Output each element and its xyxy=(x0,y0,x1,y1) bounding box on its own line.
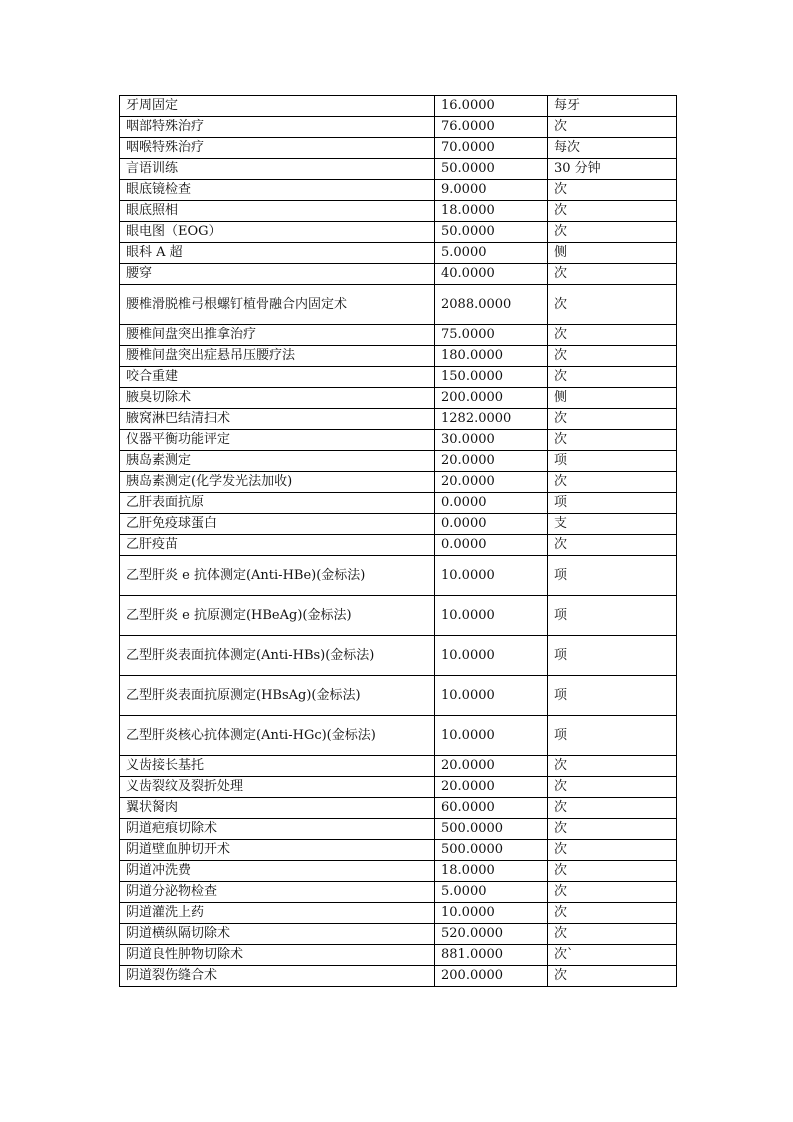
price-cell: 0.0000 xyxy=(435,514,548,535)
unit-cell: 次 xyxy=(548,430,677,451)
table-row xyxy=(120,159,677,180)
item-name-cell: 阴道壁血肿切开术 xyxy=(120,840,435,861)
fee-schedule-table xyxy=(119,95,677,987)
table-row xyxy=(120,388,677,409)
table-row xyxy=(120,756,677,777)
item-name-cell: 乙型肝炎表面抗原测定(HBsAg)(金标法) xyxy=(120,676,435,716)
table-row xyxy=(120,180,677,201)
table-row xyxy=(120,96,677,117)
unit-cell: 次 xyxy=(548,819,677,840)
price-cell: 500.0000 xyxy=(435,840,548,861)
unit-cell: 次 xyxy=(548,966,677,987)
table-row xyxy=(120,636,677,676)
item-name-cell: 腋臭切除术 xyxy=(120,388,435,409)
table-row xyxy=(120,430,677,451)
item-name-cell: 牙周固定 xyxy=(120,96,435,117)
price-cell: 60.0000 xyxy=(435,798,548,819)
table-row xyxy=(120,472,677,493)
price-cell: 20.0000 xyxy=(435,472,548,493)
unit-cell: 次 xyxy=(548,325,677,346)
unit-cell: 次 xyxy=(548,861,677,882)
price-cell: 18.0000 xyxy=(435,861,548,882)
item-name-cell: 仪器平衡功能评定 xyxy=(120,430,435,451)
price-cell: 16.0000 xyxy=(435,96,548,117)
price-cell: 18.0000 xyxy=(435,201,548,222)
item-name-cell: 翼状胬肉 xyxy=(120,798,435,819)
table-row xyxy=(120,882,677,903)
item-name-cell: 乙型肝炎 e 抗原测定(HBeAg)(金标法) xyxy=(120,596,435,636)
unit-cell: 次 xyxy=(548,535,677,556)
item-name-cell: 腰椎间盘突出推拿治疗 xyxy=(120,325,435,346)
price-cell: 881.0000 xyxy=(435,945,548,966)
item-name-cell: 眼电图（EOG） xyxy=(120,222,435,243)
item-name-cell: 阴道良性肿物切除术 xyxy=(120,945,435,966)
unit-cell: 次 xyxy=(548,882,677,903)
price-cell: 180.0000 xyxy=(435,346,548,367)
item-name-cell: 眼底镜检查 xyxy=(120,180,435,201)
unit-cell: 每次 xyxy=(548,138,677,159)
table-row xyxy=(120,777,677,798)
price-cell: 1282.0000 xyxy=(435,409,548,430)
price-cell: 5.0000 xyxy=(435,882,548,903)
unit-cell: 项 xyxy=(548,636,677,676)
item-name-cell: 阴道分泌物检查 xyxy=(120,882,435,903)
item-name-cell: 腰穿 xyxy=(120,264,435,285)
price-cell: 5.0000 xyxy=(435,243,548,264)
table-row xyxy=(120,514,677,535)
unit-cell: 次 xyxy=(548,756,677,777)
table-row xyxy=(120,798,677,819)
unit-cell: 次` xyxy=(548,945,677,966)
item-name-cell: 阴道疤痕切除术 xyxy=(120,819,435,840)
item-name-cell: 阴道裂伤缝合术 xyxy=(120,966,435,987)
price-cell: 520.0000 xyxy=(435,924,548,945)
unit-cell: 项 xyxy=(548,596,677,636)
price-cell: 9.0000 xyxy=(435,180,548,201)
item-name-cell: 咽喉特殊治疗 xyxy=(120,138,435,159)
price-cell: 0.0000 xyxy=(435,535,548,556)
unit-cell: 次 xyxy=(548,264,677,285)
unit-cell: 次 xyxy=(548,840,677,861)
item-name-cell: 腰椎滑脱椎弓根螺钉植骨融合内固定术 xyxy=(120,285,435,325)
table-row xyxy=(120,346,677,367)
unit-cell: 次 xyxy=(548,346,677,367)
price-cell: 10.0000 xyxy=(435,903,548,924)
item-name-cell: 乙型肝炎核心抗体测定(Anti-HGc)(金标法) xyxy=(120,716,435,756)
table-row xyxy=(120,676,677,716)
unit-cell: 次 xyxy=(548,285,677,325)
fee-table-body xyxy=(120,96,677,987)
unit-cell: 次 xyxy=(548,367,677,388)
price-cell: 0.0000 xyxy=(435,493,548,514)
unit-cell: 次 xyxy=(548,409,677,430)
unit-cell: 项 xyxy=(548,451,677,472)
item-name-cell: 义齿接长基托 xyxy=(120,756,435,777)
table-row xyxy=(120,596,677,636)
table-row xyxy=(120,243,677,264)
item-name-cell: 腰椎间盘突出症悬吊压腰疗法 xyxy=(120,346,435,367)
item-name-cell: 乙型肝炎表面抗体测定(Anti-HBs)(金标法) xyxy=(120,636,435,676)
item-name-cell: 咽部特殊治疗 xyxy=(120,117,435,138)
table-row xyxy=(120,285,677,325)
price-cell: 50.0000 xyxy=(435,159,548,180)
price-cell: 200.0000 xyxy=(435,966,548,987)
price-cell: 76.0000 xyxy=(435,117,548,138)
table-row xyxy=(120,201,677,222)
table-row xyxy=(120,117,677,138)
table-row xyxy=(120,966,677,987)
item-name-cell: 言语训练 xyxy=(120,159,435,180)
item-name-cell: 乙型肝炎 e 抗体测定(Anti-HBe)(金标法) xyxy=(120,556,435,596)
price-cell: 20.0000 xyxy=(435,777,548,798)
unit-cell: 次 xyxy=(548,924,677,945)
price-cell: 10.0000 xyxy=(435,636,548,676)
table-row xyxy=(120,716,677,756)
unit-cell: 次 xyxy=(548,903,677,924)
table-row xyxy=(120,819,677,840)
table-row xyxy=(120,903,677,924)
unit-cell: 次 xyxy=(548,222,677,243)
price-cell: 75.0000 xyxy=(435,325,548,346)
unit-cell: 次 xyxy=(548,201,677,222)
price-cell: 10.0000 xyxy=(435,556,548,596)
item-name-cell: 阴道冲洗费 xyxy=(120,861,435,882)
price-cell: 50.0000 xyxy=(435,222,548,243)
unit-cell: 次 xyxy=(548,180,677,201)
table-row xyxy=(120,924,677,945)
item-name-cell: 阴道横纵隔切除术 xyxy=(120,924,435,945)
table-row xyxy=(120,556,677,596)
price-cell: 500.0000 xyxy=(435,819,548,840)
unit-cell: 30 分钟 xyxy=(548,159,677,180)
item-name-cell: 眼底照相 xyxy=(120,201,435,222)
table-row xyxy=(120,451,677,472)
item-name-cell: 眼科 A 超 xyxy=(120,243,435,264)
unit-cell: 项 xyxy=(548,556,677,596)
table-row xyxy=(120,367,677,388)
table-row xyxy=(120,222,677,243)
table-row xyxy=(120,535,677,556)
price-cell: 40.0000 xyxy=(435,264,548,285)
item-name-cell: 胰岛素测定(化学发光法加收) xyxy=(120,472,435,493)
unit-cell: 侧 xyxy=(548,243,677,264)
price-cell: 20.0000 xyxy=(435,451,548,472)
item-name-cell: 乙肝疫苗 xyxy=(120,535,435,556)
price-cell: 10.0000 xyxy=(435,716,548,756)
table-row xyxy=(120,840,677,861)
item-name-cell: 阴道灌洗上药 xyxy=(120,903,435,924)
table-row xyxy=(120,493,677,514)
unit-cell: 次 xyxy=(548,472,677,493)
unit-cell: 项 xyxy=(548,676,677,716)
table-row xyxy=(120,945,677,966)
table-row xyxy=(120,325,677,346)
item-name-cell: 胰岛素测定 xyxy=(120,451,435,472)
item-name-cell: 咬合重建 xyxy=(120,367,435,388)
table-row xyxy=(120,861,677,882)
item-name-cell: 乙肝免疫球蛋白 xyxy=(120,514,435,535)
price-cell: 30.0000 xyxy=(435,430,548,451)
price-cell: 10.0000 xyxy=(435,596,548,636)
item-name-cell: 乙肝表面抗原 xyxy=(120,493,435,514)
unit-cell: 每牙 xyxy=(548,96,677,117)
unit-cell: 项 xyxy=(548,493,677,514)
price-cell: 10.0000 xyxy=(435,676,548,716)
item-name-cell: 义齿裂纹及裂折处理 xyxy=(120,777,435,798)
table-row xyxy=(120,409,677,430)
unit-cell: 侧 xyxy=(548,388,677,409)
price-cell: 200.0000 xyxy=(435,388,548,409)
unit-cell: 次 xyxy=(548,117,677,138)
price-cell: 20.0000 xyxy=(435,756,548,777)
item-name-cell: 腋窝淋巴结清扫术 xyxy=(120,409,435,430)
unit-cell: 支 xyxy=(548,514,677,535)
table-row xyxy=(120,138,677,159)
unit-cell: 次 xyxy=(548,777,677,798)
unit-cell: 次 xyxy=(548,798,677,819)
price-cell: 2088.0000 xyxy=(435,285,548,325)
price-cell: 150.0000 xyxy=(435,367,548,388)
price-cell: 70.0000 xyxy=(435,138,548,159)
unit-cell: 项 xyxy=(548,716,677,756)
table-row xyxy=(120,264,677,285)
